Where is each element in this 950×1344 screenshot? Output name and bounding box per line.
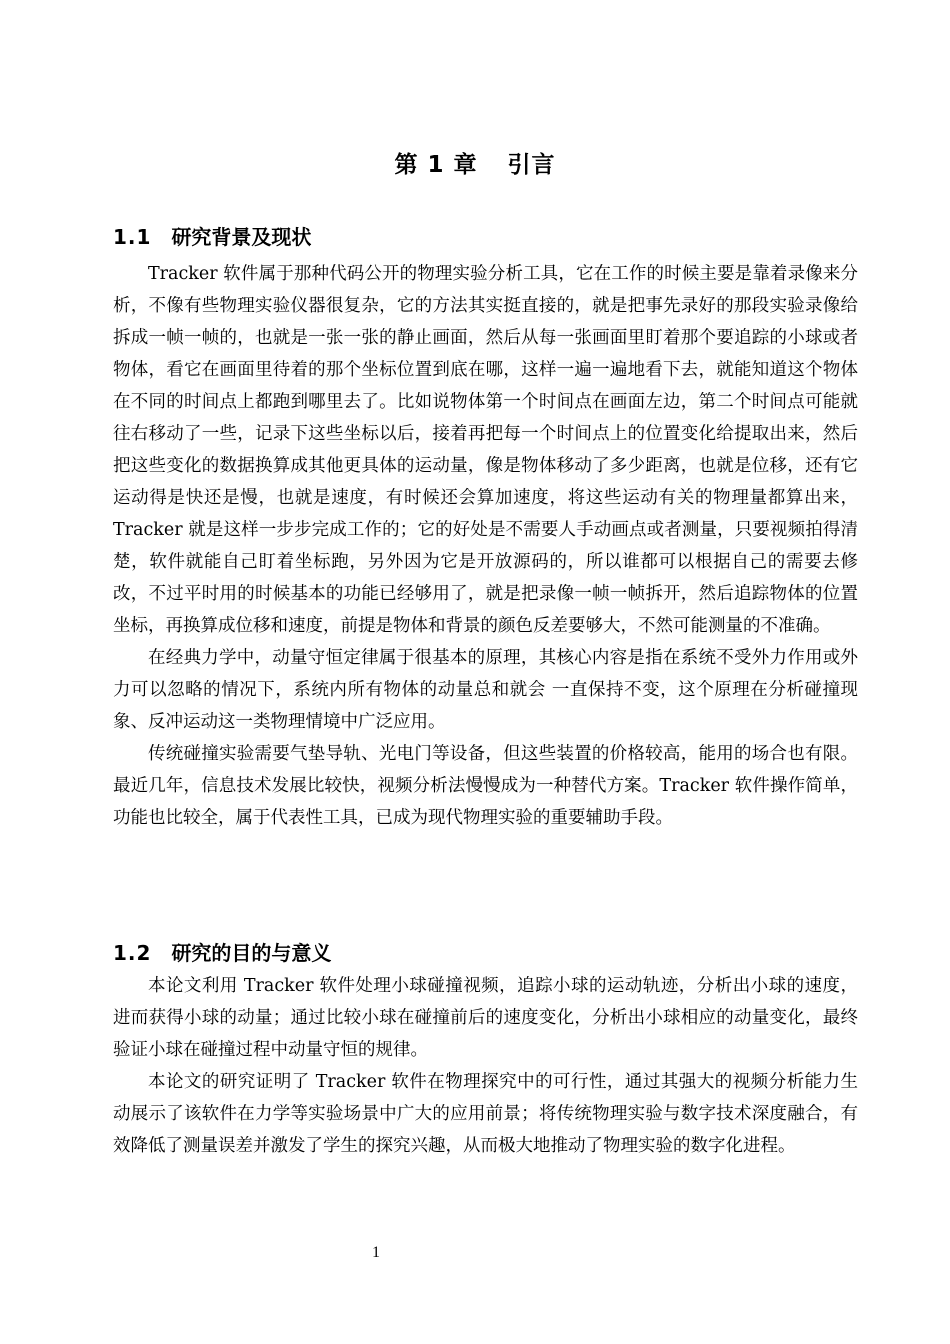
paragraph: Tracker 软件属于那种代码公开的物理实验分析工具，它在工作的时候主要是靠着录像来分析，不像有些物理实验仪器很复杂，它的方法其实挺直接的，就是把事先录好的那段实验录像给拆成一帧一帧的，也就是一张一张的静止画面，然后从每一张画面里盯着那个要追踪的小球或者物体，看它在画面里待着的那个坐标位置到底在哪，这样一遍一遍地看下去，就能知道这个物体在不同的时间点上都跑到哪里去了。比如说物体第一个时间点在画面左边，第二个时间点可能就往右移动了一些，记录下这些坐标以后，接着再把每一个时间点上的位置变化给提取出来，然后把这些变化的数据换算成其他更具体的运动量，像是物体移动了多少距离，也就是位移，还有它运动得是快还是慢，也就是速度，有时候还会算加速度，将这些运动有关的物理量都算出来，Tracker 就是这样一步步完成工作的；它的好处是不需要人手动画点或者测量，只要视频拍得清楚，软件就能自己盯着坐标跑，另外因为它是开放源码的，所以谁都可以根据自己的需要去修改，不过平时用的时候基本的功能已经够用了，就是把录像一帧一帧拆开，然后追踪物体的位置坐标，再换算成位移和速度，前提是物体和背景的颜色反差要够大，不然可能测量的不准确。 <box>113 264 858 636</box>
chapter-title-text: 引言 <box>507 152 556 178</box>
chapter-number: 第 1 章 <box>394 152 478 178</box>
paragraph: 本论文的研究证明了 Tracker 软件在物理探究中的可行性，通过其强大的视频分析能力生动展示了该软件在力学等实验场景中广大的应用前景；将传统物理实验与数字技术深度融合，有效降低了测量误差并激发了学生的探究兴趣，从而极大地推动了物理实验的数字化进程。 <box>113 1072 858 1156</box>
section-number: 1.2 <box>113 941 152 965</box>
section-1-2-body <box>113 970 858 1162</box>
section-heading-1-2 <box>113 937 331 966</box>
paragraph: 本论文利用 Tracker 软件处理小球碰撞视频，追踪小球的运动轨迹，分析出小球的速度，进而获得小球的动量；通过比较小球在碰撞前后的速度变化，分析出小球相应的动量变化，最终验证小球在碰撞过程中动量守恒的规律。 <box>113 976 858 1060</box>
page-number: 1 <box>372 1244 380 1261</box>
section-heading-1-1 <box>113 221 311 250</box>
section-title: 研究的目的与意义 <box>171 941 332 965</box>
section-title: 研究背景及现状 <box>171 225 312 249</box>
section-number: 1.1 <box>113 225 152 249</box>
section-1-1-body <box>113 258 858 834</box>
paragraph: 传统碰撞实验需要气垫导轨、光电门等设备，但这些装置的价格较高，能用的场合也有限。最近几年，信息技术发展比较快，视频分析法慢慢成为一种替代方案。Tracker 软件操作简单，功能也比较全，属于代表性工具，已成为现代物理实验的重要辅助手段。 <box>113 744 858 828</box>
chapter-title <box>0 146 950 179</box>
paragraph: 在经典力学中，动量守恒定律属于很基本的原理，其核心内容是指在系统不受外力作用或外力可以忽略的情况下，系统内所有物体的动量总和就会 一直保持不变，这个原理在分析碰撞现象、反冲运动这一类物理情境中广泛应用。 <box>113 648 858 732</box>
